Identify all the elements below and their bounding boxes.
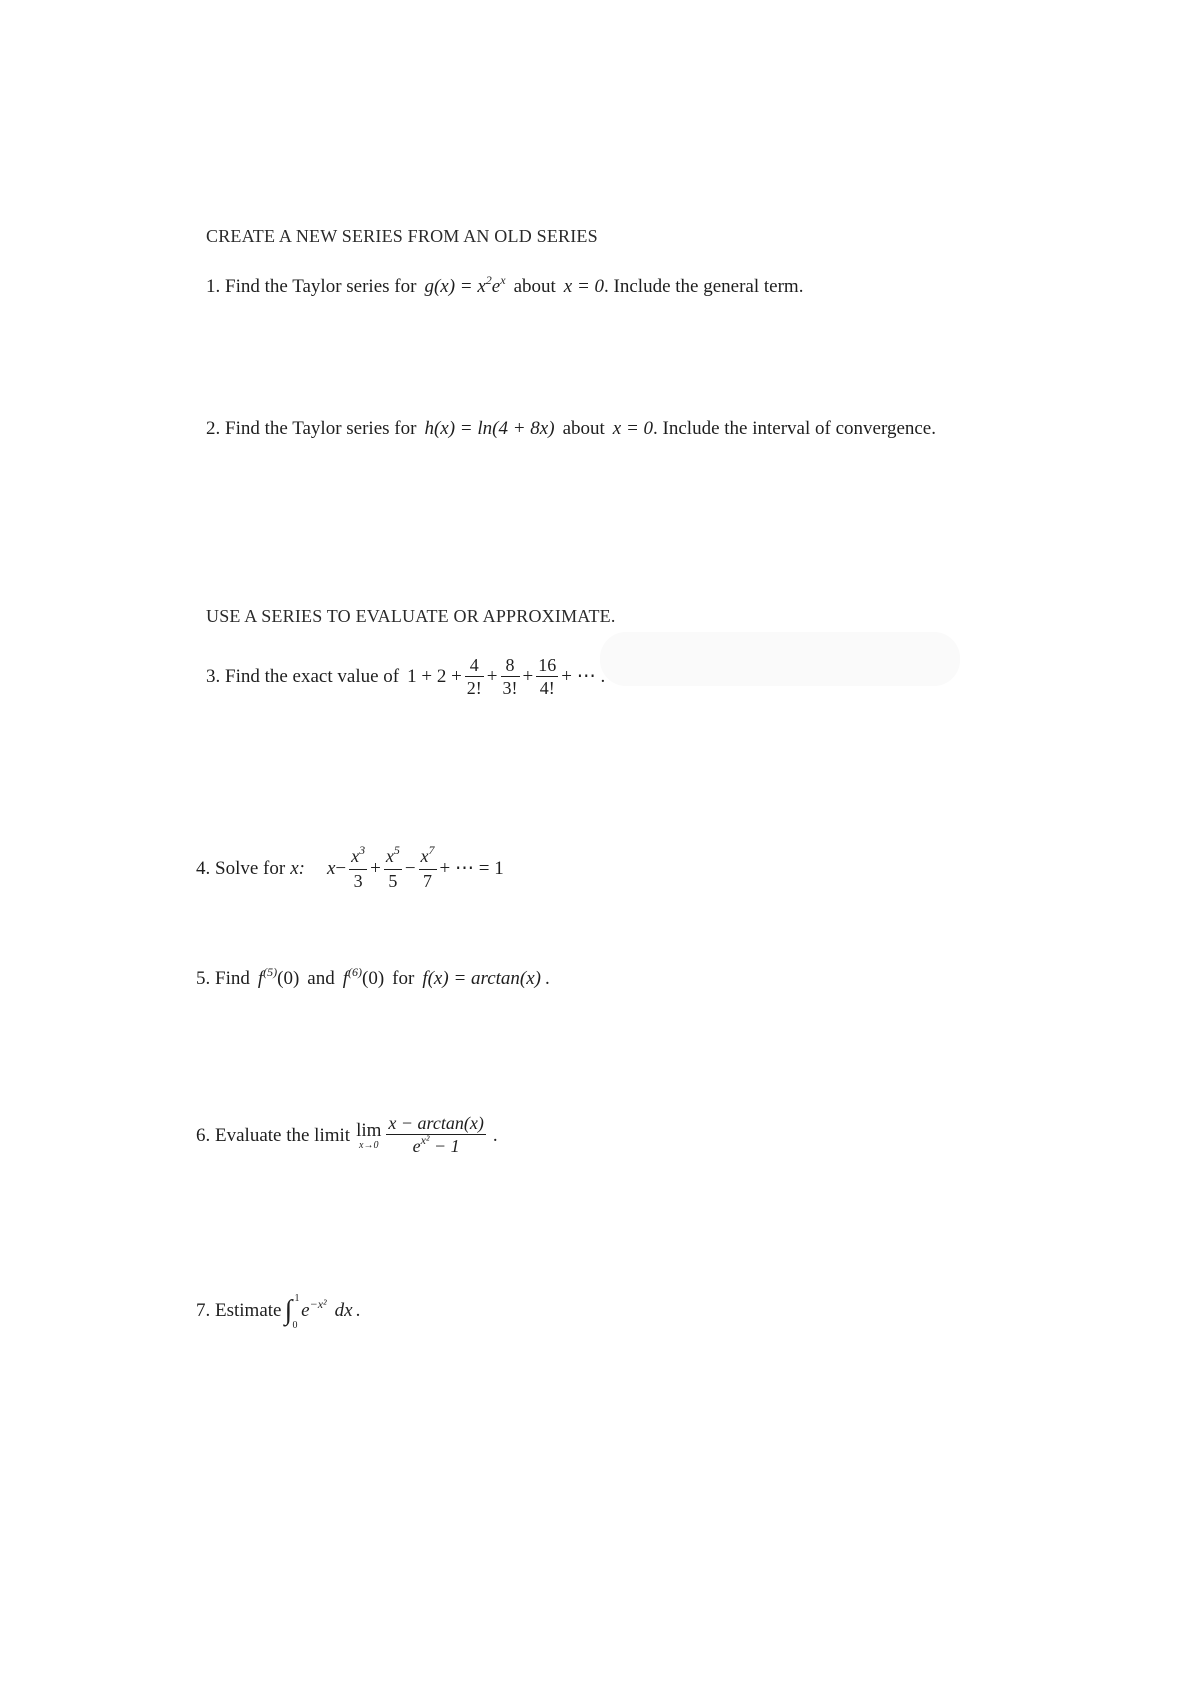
problem-5-function: f(x) = arctan(x) [422,968,542,989]
problem-4 [196,845,504,892]
numerator: 4 [469,655,479,675]
problem-4-lead: 4. Solve for [196,857,286,879]
derivative-f5: $f^{(5)}$ [257,965,278,989]
numerator: $x^5$ [385,843,400,866]
series-end: + ⋯ = 1 [439,858,504,879]
limit-operator [356,1121,381,1151]
denominator: 4! [539,678,555,698]
problem-5 [196,965,550,990]
numerator: x − arctan(x) [388,1113,484,1133]
problem-2-tail: . Include the interval of convergence. [653,418,936,439]
problem-5-tail: . [545,968,550,989]
denominator: 2! [466,678,482,698]
derivative-f6: $f^{(6)}$ [342,965,363,989]
lim-word: lim [356,1119,382,1141]
plus-sign: + [486,665,498,687]
upper-bound: 1 [294,1293,300,1304]
section-heading-create-series [206,226,598,247]
numerator: 8 [505,655,515,675]
differential: dx [334,1300,353,1321]
lower-bound: 0 [292,1320,298,1331]
denominator: 3 [353,871,363,891]
denominator: 5 [388,871,398,891]
problem-1-tail: . Include the general term. [604,276,804,297]
faint-smudge [600,632,960,686]
problem-5-for: for [392,968,415,989]
problem-2-function: h(x) = ln(4 + 8x) [424,418,555,439]
heading-text: USE A SERIES TO EVALUATE OR APPROXIMATE. [206,606,616,626]
problem-1-about: about [513,276,556,297]
fraction-term-1 [349,845,367,892]
problem-1-point: x = 0 [563,276,605,297]
derivative-f5-arg: (0) [277,968,300,989]
series-end: + ⋯ . [561,666,606,687]
fn-text: g(x) = x [424,276,486,297]
minus-sign: − [404,857,416,879]
fraction-term-1 [465,654,484,699]
numerator: 16 [538,655,557,675]
fn-exponent: 2 [485,273,492,287]
series-start: 1 + 2 + [407,665,462,687]
problem-2-lead: 2. Find the Taylor series for [206,418,417,439]
problem-2 [206,418,936,440]
fraction-term-2 [501,654,520,699]
fraction-term-3 [536,654,558,699]
problem-6 [196,1112,498,1159]
problem-1-lead: 1. Find the Taylor series for [206,276,417,297]
problem-1-function [424,273,506,298]
problem-3 [206,654,605,699]
lim-subscript: x→0 [359,1139,379,1151]
plus-sign: + [522,665,534,687]
section-heading-use-series [206,606,616,627]
fn-base: e [491,276,501,297]
problem-4-var: x: [290,857,305,879]
problem-6-tail: . [492,1124,498,1146]
problem-5-lead: 5. Find [196,968,250,989]
numerator: $x^3$ [351,843,366,866]
limit-fraction [386,1112,485,1159]
series-x: x [326,857,336,879]
denominator: 7 [423,871,433,891]
numerator: $x^7$ [420,843,435,866]
problem-6-lead: 6. Evaluate the limit [196,1124,351,1146]
problem-2-point: x = 0 [612,418,654,439]
heading-text: CREATE A NEW SERIES FROM AN OLD SERIES [206,226,598,246]
problem-3-lead: 3. Find the exact value of [206,665,400,687]
fn-exponent-2: x [500,273,506,287]
denominator: $e^{x^2} - 1$ [412,1133,460,1156]
plus-sign: + [370,857,381,879]
problem-7-lead: 7. Estimate [196,1300,282,1321]
fraction-term-2 [384,845,402,892]
problem-2-about: about [562,418,605,439]
denominator: 3! [502,678,518,698]
fraction-term-3 [419,845,437,892]
integral-sign: ∫ 1 0 [284,1293,300,1331]
problem-7 [196,1293,361,1331]
minus-sign: − [335,857,347,879]
problem-7-tail: . [355,1300,361,1321]
problem-5-and: and [307,968,335,989]
integrand: $e^{-x^2}$ [301,1297,327,1321]
derivative-f6-arg: (0) [362,968,385,989]
problem-1 [206,273,804,298]
